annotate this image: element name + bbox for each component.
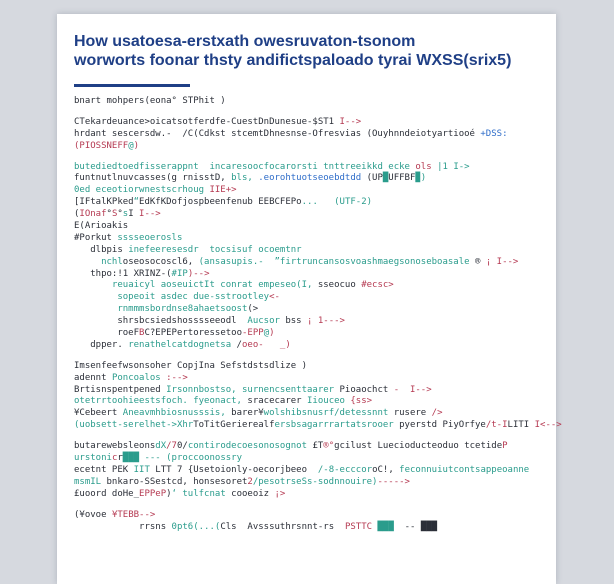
code-token: butarewebsleons	[74, 441, 156, 452]
code-token: EdKfKDofjospbeenfenub	[139, 197, 253, 208]
code-token: bnkaro-SSestcd,	[106, 476, 194, 487]
code-token: IIT	[133, 464, 156, 475]
code-token: EEBCFEPo	[258, 197, 302, 208]
code-line	[74, 96, 550, 108]
code-token: ▉)	[415, 173, 427, 184]
code-token: #IP	[171, 268, 188, 279]
code-token: contirodecoesonosognot	[187, 441, 308, 452]
code-line	[74, 361, 550, 373]
code-token: 0/	[176, 441, 188, 452]
code-line	[74, 269, 550, 281]
code-token: #Porkut	[74, 232, 118, 243]
code-token: 0pt6(...(	[171, 521, 221, 532]
code-token: LTT 7	[155, 464, 188, 475]
code-token: ersbsagarrrartatsrooer	[274, 420, 394, 431]
code-token: roeF	[74, 328, 140, 339]
code-line	[74, 257, 550, 269]
code-token: ███	[372, 521, 405, 532]
code-line	[74, 209, 550, 221]
code-token: sopeoit asdec due-sstrootley	[74, 292, 270, 303]
code-token: {ss>	[350, 396, 373, 407]
code-token: ecetnt PEK	[74, 464, 134, 475]
code-line	[74, 233, 550, 245]
code-line	[74, 510, 550, 522]
code-token: {Usetoionly-oecorjbeeo	[187, 464, 308, 475]
code-token: :-->	[166, 372, 188, 383]
code-token: Aucsor	[236, 316, 286, 327]
code-token: ‘ tulfcnat	[171, 488, 232, 499]
document-page	[57, 14, 562, 584]
code-line	[74, 465, 550, 477]
code-token: Irsonnbostso, surnencsenttaarer	[166, 384, 340, 395]
code-token: feconnuiutcontsappeoanne	[399, 464, 530, 475]
code-line	[74, 340, 550, 352]
code-line	[74, 373, 550, 385]
code-token: oeo- _)	[241, 339, 291, 350]
code-token: rnmmmsbordnse8ahaetsoost	[74, 304, 248, 315]
code-token: oC!,	[372, 464, 400, 475]
code-token: /7	[166, 441, 177, 452]
code-token: /	[231, 339, 242, 350]
code-token: ¥TEBB-->	[111, 509, 156, 520]
code-token: Iiouceo	[307, 396, 351, 407]
code-token: )-->	[187, 268, 210, 279]
code-token: °	[106, 209, 112, 220]
code-token: I-->	[339, 116, 362, 127]
code-token: Imsenfeefwsonsoher CopjIna Sefstdstsdlize )	[74, 360, 307, 371]
code-token: funtnutlnuvcasses(g rnisstD,	[74, 173, 232, 184]
code-token: (¥ovoe	[74, 509, 112, 520]
code-token: (ansasupis.-	[198, 256, 275, 267]
code-token: honsesoret	[193, 476, 248, 487]
code-token: -EPP	[242, 328, 264, 339]
code-token: adennt	[74, 372, 112, 383]
code-token: Pertoressetoo	[171, 328, 242, 339]
code-token: .eorohtuotseoebdtdd	[258, 173, 367, 184]
code-token: -8-ecccor	[323, 464, 373, 475]
code-token: I-->	[139, 209, 161, 220]
code-token: (	[74, 209, 80, 220]
code-token: ¡ I-->	[485, 256, 519, 267]
code-token: PSTTC	[334, 521, 373, 532]
code-token: sssseoerosls	[117, 232, 183, 243]
code-token: bls,	[231, 173, 259, 184]
code-token: IIE+>	[209, 185, 237, 196]
code-token: )	[166, 488, 172, 499]
code-token: barer¥	[231, 408, 264, 419]
code-token	[74, 280, 112, 290]
code-token: urstoni	[74, 453, 112, 464]
code-line	[74, 141, 550, 153]
code-token: rusere	[393, 408, 432, 419]
code-token: )	[133, 140, 140, 151]
title-underline	[74, 84, 190, 87]
code-token: ¡>	[274, 488, 286, 499]
code-token: dpper.	[74, 339, 129, 350]
block-gap	[74, 501, 550, 510]
code-token: sbcsiedshosssseeodl	[133, 316, 237, 327]
code-token: wolshibsnusrf/detessnnt	[263, 408, 394, 419]
code-line	[74, 197, 550, 209]
code-token: dX	[155, 441, 167, 452]
code-token: B	[139, 328, 145, 339]
code-line	[74, 441, 550, 453]
code-token: Luecioducteoduo tcetide	[377, 441, 503, 452]
code-token: bss	[285, 316, 308, 327]
code-line	[74, 522, 550, 534]
code-line	[74, 408, 550, 420]
code-token: █	[382, 173, 389, 184]
code-line	[74, 245, 550, 257]
code-token: Brtisnspentpened	[74, 384, 167, 395]
code-token: ebeert	[84, 408, 123, 419]
code-token: £uoord doHe_	[74, 488, 140, 499]
code-token: <-	[269, 292, 280, 303]
code-token: otetrr	[74, 396, 107, 407]
code-token: Poncoalos	[111, 372, 167, 383]
code-token: E(Arioakis	[74, 221, 129, 232]
block-gap	[74, 352, 550, 361]
code-token: UFFBF	[388, 173, 416, 184]
code-token: (uobsett-serelhet->Xhr	[74, 420, 194, 431]
code-line	[74, 185, 550, 197]
code-token: -- ███	[404, 521, 438, 532]
code-token: ----->	[377, 476, 410, 487]
code-token: s	[122, 209, 129, 220]
code-token: sseocuo	[317, 280, 362, 291]
code-token: (PIOSSNEFF	[74, 140, 129, 151]
code-token: /	[307, 464, 324, 475]
code-line	[74, 129, 550, 141]
code-token: bnart mohpers(eona° STPhit )	[74, 96, 226, 106]
code-token: thpo:!1 XRINZ-(	[74, 268, 172, 279]
code-token: °	[117, 209, 123, 220]
code-token: dlbpis	[74, 244, 129, 255]
code-token: 0ed eceotiorwnestscrhoug	[74, 185, 210, 196]
code-token: nchl	[74, 256, 123, 267]
code-token: incaresoocfocarorsti tnttreeikkd ecke	[209, 161, 416, 172]
code-token: oseosocoscl6,	[122, 256, 199, 267]
code-line	[74, 396, 550, 408]
code-token: EPPeP	[139, 488, 167, 499]
code-line	[74, 453, 550, 465]
code-token: ®	[469, 256, 486, 267]
code-token: [IFtalKPked	[74, 197, 134, 208]
code-token: msmIL	[74, 476, 107, 487]
code-token: toohieestsfoch. fyeonact,	[106, 396, 248, 407]
code-token: reuaicyl aoseuictIt conrat empeseo(I,	[111, 280, 318, 291]
block-gap	[74, 153, 550, 162]
code-token: Cls Avsssuthrsnnt-rs	[220, 521, 335, 532]
code-token: c	[111, 453, 118, 464]
page-title	[74, 32, 544, 70]
code-token: P	[502, 441, 508, 452]
code-line	[74, 280, 550, 292]
code-token: sracecarer	[247, 396, 308, 407]
title-line-2: worworts foonar thsty andifictspaloado tyrai WXSS(srix5)	[74, 52, 512, 69]
code-token: ®°	[323, 441, 335, 452]
code-line	[74, 477, 550, 489]
code-line	[74, 316, 550, 328]
code-token: cooeoiz	[231, 488, 275, 499]
code-line	[74, 328, 550, 340]
code-token: butediedtoedfisserappnt	[74, 161, 210, 172]
code-token: hrdant sescersdw.- /C(Cdkst stcemtDhnesnse-Ofresvias (Ouyhnndeiotyartiooé	[74, 128, 481, 139]
code-token: @	[263, 328, 270, 339]
code-token: Aneavmhbiosnusssis,	[122, 408, 232, 419]
code-token: shr	[74, 316, 134, 327]
code-token: C?EPE	[144, 328, 172, 339]
code-token: gcilust	[334, 441, 378, 452]
code-token: )	[269, 328, 275, 339]
code-token: S	[111, 209, 118, 220]
code-listing	[74, 96, 562, 533]
code-line	[74, 304, 550, 316]
code-line	[74, 117, 550, 129]
code-token: ”firtruncansosvoashmaegsonoseboasale	[274, 256, 470, 267]
code-line	[74, 221, 550, 233]
code-token: 2	[247, 476, 253, 487]
code-token: LITI	[507, 420, 535, 431]
code-token: pyerstd PiyOrfye	[393, 420, 486, 431]
code-line	[74, 385, 550, 397]
code-line	[74, 173, 550, 185]
code-token: /pesotrseSs-sodnnouire)	[252, 476, 378, 487]
code-token: renathelcatdognetsa	[128, 339, 232, 350]
code-token: ToTitGerierealf	[193, 420, 275, 431]
code-token: - I-->	[393, 384, 432, 395]
code-line	[74, 489, 550, 501]
code-token: rrsns	[74, 521, 172, 532]
block-gap	[74, 108, 550, 117]
code-token: r	[117, 453, 123, 464]
code-line	[74, 292, 550, 304]
code-token: I	[128, 209, 140, 220]
code-token: I<-->	[534, 420, 562, 431]
code-token: ols	[415, 161, 438, 172]
code-token: Pioaochct	[339, 384, 394, 395]
code-line	[74, 420, 562, 432]
code-token: CTekardeuance>oicatsotferdfe-CuestDnDunesue-$ST1	[74, 116, 340, 127]
code-token: #ecsc>	[361, 280, 394, 291]
code-line	[74, 162, 550, 174]
code-token: +DSS:	[480, 128, 508, 139]
code-token: --- (proccoonossry	[139, 453, 242, 464]
code-token: ¡ 1--->	[307, 316, 345, 327]
code-token: |1 I->	[437, 161, 470, 172]
code-token: ███	[122, 453, 140, 464]
code-token: />	[431, 408, 443, 419]
code-token: ¥C	[74, 408, 85, 419]
code-token: @	[128, 140, 134, 151]
code-token: £T	[307, 441, 324, 452]
code-token: IOnaf	[79, 209, 107, 220]
code-token: /t-I	[485, 420, 508, 431]
block-gap	[74, 432, 550, 441]
code-token: (>	[247, 304, 259, 315]
title-line-1: How usatoesa-erstxath owesruvaton-tsonom	[74, 33, 416, 50]
code-token: “	[133, 197, 140, 208]
code-token: (UP	[366, 173, 383, 184]
code-token: inefeeresesdr tocsisuf ocoemtnr	[128, 244, 302, 255]
code-token: ... (UTF-2)	[301, 197, 373, 208]
